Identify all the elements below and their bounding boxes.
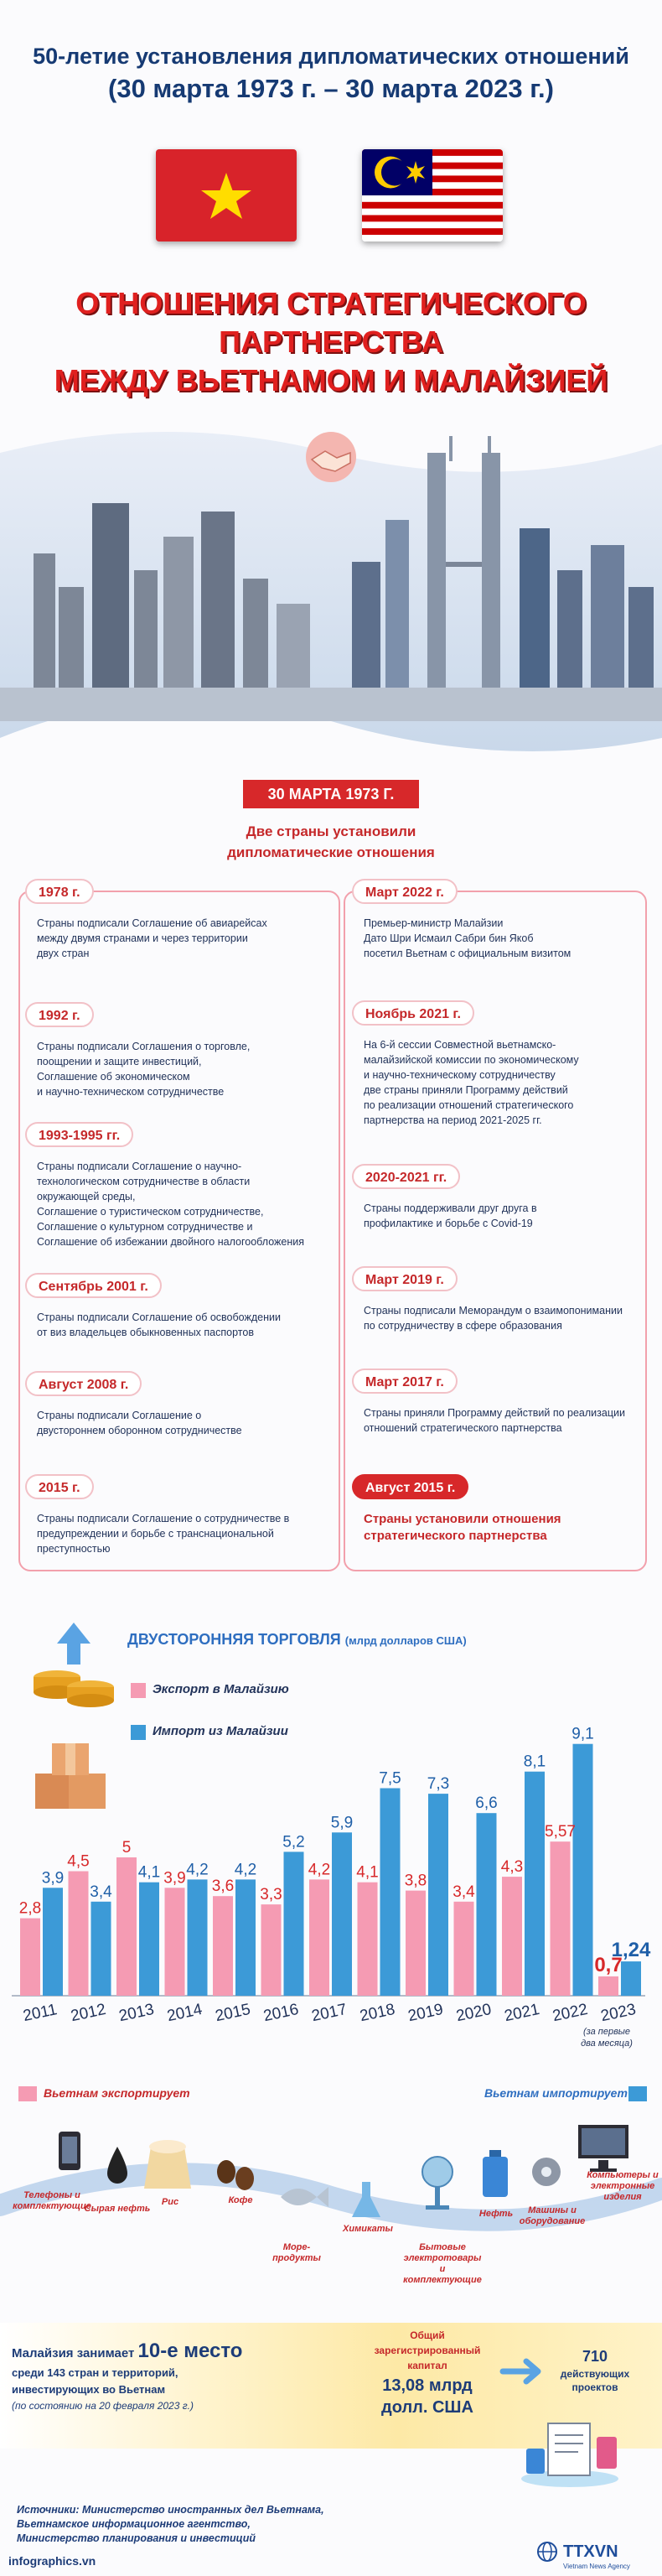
trade-bar-chart [0,1610,662,2054]
capital-label-1: Общий [410,2329,445,2341]
bar-import-2011 [43,1888,63,1996]
tick-label-2015: 2015 [213,2000,252,2026]
bar-import-2015 [235,1879,256,1996]
timeline-date-right-1: Ноябрь 2021 г. [352,1000,474,1026]
projects-label-2: проектов [571,2381,618,2393]
timeline-line: На 6-й сессии Совместной вьетнамско- [364,1039,556,1051]
start-description-line-2: дипломатические отношения [227,844,435,860]
value-label-export-2019: 3,8 [404,1872,427,1890]
fan-icon [422,2157,453,2210]
vietnam-flag [156,149,297,242]
timeline-line: окружающей среды, [37,1191,136,1202]
value-label-import-2018: 7,5 [379,1769,401,1788]
timeline-date-right-5: Август 2015 г. [352,1474,468,1499]
oil-drop-icon [107,2147,127,2184]
timeline-date-left-0: 1978 г. [25,879,94,904]
timeline-right-frame [344,891,647,1571]
timeline-text-right-4 [364,1405,657,1436]
timeline-line: отношений стратегического партнерства [364,1422,562,1434]
bar-import-2012 [91,1902,111,1996]
value-label-export-2013: 5 [122,1839,132,1857]
timeline-line: посетил Вьетнам с официальным визитом [364,948,571,959]
category-note-line-1: (за первые [582,2027,631,2037]
timeline-line: малайзийской комиссии по экономическому [364,1054,579,1066]
sources-line-1: Источники: Министерство иностранных дел Вьетнама, [17,2504,324,2516]
value-label-export-2021: 4,3 [500,1858,524,1877]
product-chemicals: Химикаты [343,2224,393,2234]
timeline-date-left-4: Август 2008 г. [25,1371,142,1396]
timeline-line: и научно-техническому сотрудничеству [364,1069,556,1081]
tick-label-2020: 2020 [454,2000,494,2026]
main-title-line-2: ПАРТНЕРСТВА [219,325,443,359]
timeline-line: двух стран [37,948,90,959]
timeline-date-left-1: 1992 г. [25,1002,94,1027]
value-label-import-2017: 5,9 [330,1814,354,1832]
product-electrical: Бытовые электротовары и комплектующие [403,2242,482,2285]
rice-sack-icon [144,2140,191,2189]
value-label-export-2023: 0,7 [594,1953,623,1976]
value-label-export-2017: 4,2 [308,1861,331,1879]
timeline-line: стратегического партнерства [364,1529,547,1543]
projects-value: 710 [582,2348,608,2365]
value-label-export-2015: 3,6 [211,1877,235,1896]
bar-export-2023 [598,1976,618,1996]
timeline-line: профилактике и борьбе с Covid-19 [364,1218,533,1229]
value-label-import-2012: 3,4 [90,1883,112,1901]
tick-label-2016: 2016 [261,2000,301,2026]
rank-line-2: среди 143 стран и территорий, [12,2366,178,2379]
value-label-export-2014: 3,9 [163,1869,186,1888]
tick-label-2018: 2018 [358,2000,397,2026]
timeline-line: от виз владельцев обыкновенных паспортов [37,1327,254,1338]
value-label-import-2014: 4,2 [186,1861,209,1879]
bar-export-2022 [551,1841,571,1996]
bar-export-2011 [20,1919,40,1996]
sources-line-2: Вьетнамское информационное агентство, [17,2518,251,2530]
bar-export-2018 [358,1883,378,1996]
bar-import-2013 [139,1883,159,1996]
tick-label-2012: 2012 [69,2000,108,2026]
legend-export-label: Экспорт в Малайзию [153,1682,289,1696]
timeline-line: Страны поддерживали друг друга в [364,1202,537,1214]
value-label-import-2016: 5,2 [282,1833,305,1852]
timeline-line: технологическом сотрудничестве в области [37,1176,251,1187]
timeline-line: по реализации отношений стратегического [364,1099,574,1111]
bar-export-2013 [116,1857,137,1996]
tick-label-2022: 2022 [551,2000,590,2026]
rank-line-3: инвестирующих во Вьетнам [12,2383,166,2396]
rank-statement [12,2340,242,2363]
timeline-line: Соглашение о туристическом сотрудничестве, [37,1206,264,1218]
timeline-line: Страны подписали Соглашение об авиарейсах [37,917,267,929]
bar-import-2021 [525,1772,545,1996]
malaysia-flag [362,149,503,242]
machine-gear-icon [532,2158,561,2186]
star-icon [156,149,297,242]
main-title-line-1: ОТНОШЕНИЯ СТРАТЕГИЧЕСКОГО [75,286,587,320]
subtitle: 50-летие установления дипломатических отношений [33,44,629,69]
footer-url[interactable]: infographics.vn [8,2554,96,2568]
timeline-text-left-0 [37,916,339,961]
rank-prefix: Малайзия занимает [12,2346,135,2360]
agency-subtitle: Vietnam News Agency [563,2563,630,2570]
timeline-text-left-1 [37,1039,339,1099]
timeline-text-left-5 [37,1511,339,1556]
category-note-line-2: два месяца) [581,2038,633,2049]
timeline-date-left-2: 1993-1995 гг. [25,1122,133,1147]
handshake-icon [306,432,356,482]
rank-note: (по состоянию на 20 февраля 2023 г.) [12,2400,194,2412]
timeline-line: партнерства на период 2021-2025 гг. [364,1114,542,1126]
agency-logo: TTXVN [563,2542,618,2561]
start-date-banner: 30 МАРТА 1973 Г. [243,780,419,808]
value-label-import-2019: 7,3 [427,1775,450,1794]
product-rice: Рис [161,2197,179,2207]
timeline-text-right-1 [364,1037,657,1128]
timeline-date-right-2: 2020-2021 гг. [352,1164,460,1189]
date-range: (30 марта 1973 г. – 30 марта 2023 г.) [108,74,554,103]
bar-import-2016 [284,1852,304,1996]
export-products-label: Вьетнам экспортирует [44,2086,190,2100]
timeline-line: Страны подписали Соглашение о [37,1410,202,1421]
bar-export-2014 [165,1888,185,1996]
timeline-text-right-5 [364,1511,657,1545]
product-coffee: Кофе [228,2195,253,2205]
timeline-text-left-4 [37,1408,339,1438]
tick-label-2017: 2017 [309,2000,349,2026]
legend-import-label: Импорт из Малайзии [153,1724,288,1738]
timeline-line: Страны подписали Соглашение об освобождении [37,1311,281,1323]
value-label-export-2016: 3,3 [260,1886,282,1904]
phone-icon [59,2132,80,2170]
rank-value: 10-е место [137,2340,243,2362]
city-skyline-illustration [0,419,662,755]
bar-import-2014 [188,1879,208,1996]
import-products-label: Вьетнам импортирует [484,2086,628,2100]
value-label-export-2012: 4,5 [67,1852,90,1871]
timeline-line: Соглашение об экономическом [37,1071,190,1083]
arrow-right-icon [499,2355,546,2388]
timeline-date-right-0: Март 2022 г. [352,879,458,904]
value-label-import-2011: 3,9 [41,1869,65,1888]
sources [17,2503,324,2546]
timeline-line: Дато Шри Исмаил Сабри бин Якоб [364,932,534,944]
globe-icon [536,2541,558,2563]
product-machinery: Машины и оборудование [519,2205,586,2226]
tick-label-2011: 2011 [21,2001,59,2026]
timeline-line: и научно-техническом сотрудничестве [37,1086,225,1098]
product-crude-oil: Сырая нефть [84,2204,151,2214]
value-label-import-2023: 1,24 [611,1939,651,1962]
timeline-line: Премьер-министр Малайзии [364,917,504,929]
timeline-line: поощрении и защите инвестиций, [37,1056,202,1067]
projects-label-1: действующих [560,2368,630,2380]
timeline-line: преступностью [37,1543,111,1555]
timeline-text-left-2 [37,1159,339,1249]
tick-label-2021: 2021 [502,2000,541,2026]
bar-export-2019 [406,1891,426,1996]
product-seafood: Море-продукты [272,2242,321,2263]
import-swatch [628,2086,647,2101]
timeline-line: Страны подписали Соглашение о научно- [37,1161,242,1172]
tick-label-2019: 2019 [406,2000,445,2026]
timeline-line: предупреждении и борьбе с транснациональной [37,1528,274,1540]
timeline-date-left-5: 2015 г. [25,1474,94,1499]
bar-export-2017 [309,1879,329,1996]
bar-export-2016 [261,1904,282,1996]
timeline-line: Соглашение о культурном сотрудничестве и [37,1221,253,1233]
trade-chart-unit: (млрд долларов США) [344,1634,467,1647]
capital-label-3: капитал [407,2360,447,2371]
start-description-line-1: Две страны установили [246,823,416,839]
oil-canister-icon [483,2150,508,2197]
product-computers: Компьютеры и электронные изделия [587,2170,659,2202]
computer-icon [578,2125,628,2172]
timeline-date-right-3: Март 2019 г. [352,1266,458,1291]
bar-export-2021 [502,1877,522,1996]
tick-label-2023: 2023 [598,2000,638,2026]
timeline-text-right-0 [364,916,657,961]
bar-import-2017 [332,1832,352,1996]
bar-import-2022 [573,1744,593,1996]
value-label-import-2013: 4,1 [137,1863,161,1882]
value-label-export-2020: 3,4 [453,1883,475,1901]
bar-import-2019 [428,1794,448,1996]
timeline-line: Страны приняли Программу действий по реализации [364,1407,625,1419]
value-label-import-2015: 4,2 [234,1861,257,1879]
documents-icon [520,2415,628,2490]
value-label-export-2022: 5,57 [545,1823,576,1841]
main-title-line-3: МЕЖДУ ВЬЕТНАМОМ И МАЛАЙЗИЕЙ [54,363,608,397]
timeline-line: Страны установили отношения [364,1512,561,1526]
timeline-line: Соглашение об избежании двойного налогообложения [37,1236,304,1248]
timeline-line: между двумя странами и через территории [37,932,248,944]
value-label-export-2018: 4,1 [356,1863,379,1882]
bar-import-2020 [477,1813,497,1996]
capital-value-1: 13,08 млрд [382,2376,473,2395]
timeline-date-right-4: Март 2017 г. [352,1368,458,1394]
tick-label-2014: 2014 [165,2000,204,2026]
timeline-text-right-2 [364,1201,657,1231]
value-label-import-2021: 8,1 [523,1753,546,1771]
bar-import-2018 [380,1789,401,1997]
timeline-text-left-3 [37,1310,339,1340]
bar-export-2020 [454,1902,474,1996]
timeline-line: Страны подписали Соглашения о торговле, [37,1041,251,1052]
timeline-line: Страны подписали Меморандум о взаимопонимании [364,1305,623,1317]
product-oil: Нефть [478,2209,514,2219]
product-phones: Телефоны и комплектующие [13,2190,91,2211]
bar-import-2023 [621,1961,641,1996]
value-label-import-2020: 6,6 [475,1794,498,1813]
timeline-line: Страны подписали Соглашение о сотрудничестве в [37,1513,290,1524]
tick-label-2013: 2013 [116,2000,156,2026]
capital-value-2: долл. США [381,2398,473,2417]
value-label-export-2011: 2,8 [18,1899,42,1918]
timeline-line: по сотрудничеству в сфере образования [364,1320,562,1332]
timeline-text-right-3 [364,1303,657,1333]
capital-label-2: зарегистрированный [374,2345,481,2356]
timeline-line: две страны приняли Программу действий [364,1084,568,1096]
sources-line-3: Министерство планирования и инвестиций [17,2532,256,2544]
timeline-date-left-3: Сентябрь 2001 г. [25,1273,162,1298]
trade-chart-title-text: ДВУСТОРОННЯЯ ТОРГОВЛЯ [127,1631,341,1648]
bar-export-2015 [213,1896,233,1996]
timeline-line: двустороннем оборонном сотрудничестве [37,1425,242,1436]
value-label-import-2022: 9,1 [571,1725,594,1743]
export-swatch [18,2086,37,2101]
bar-export-2012 [69,1872,89,1997]
